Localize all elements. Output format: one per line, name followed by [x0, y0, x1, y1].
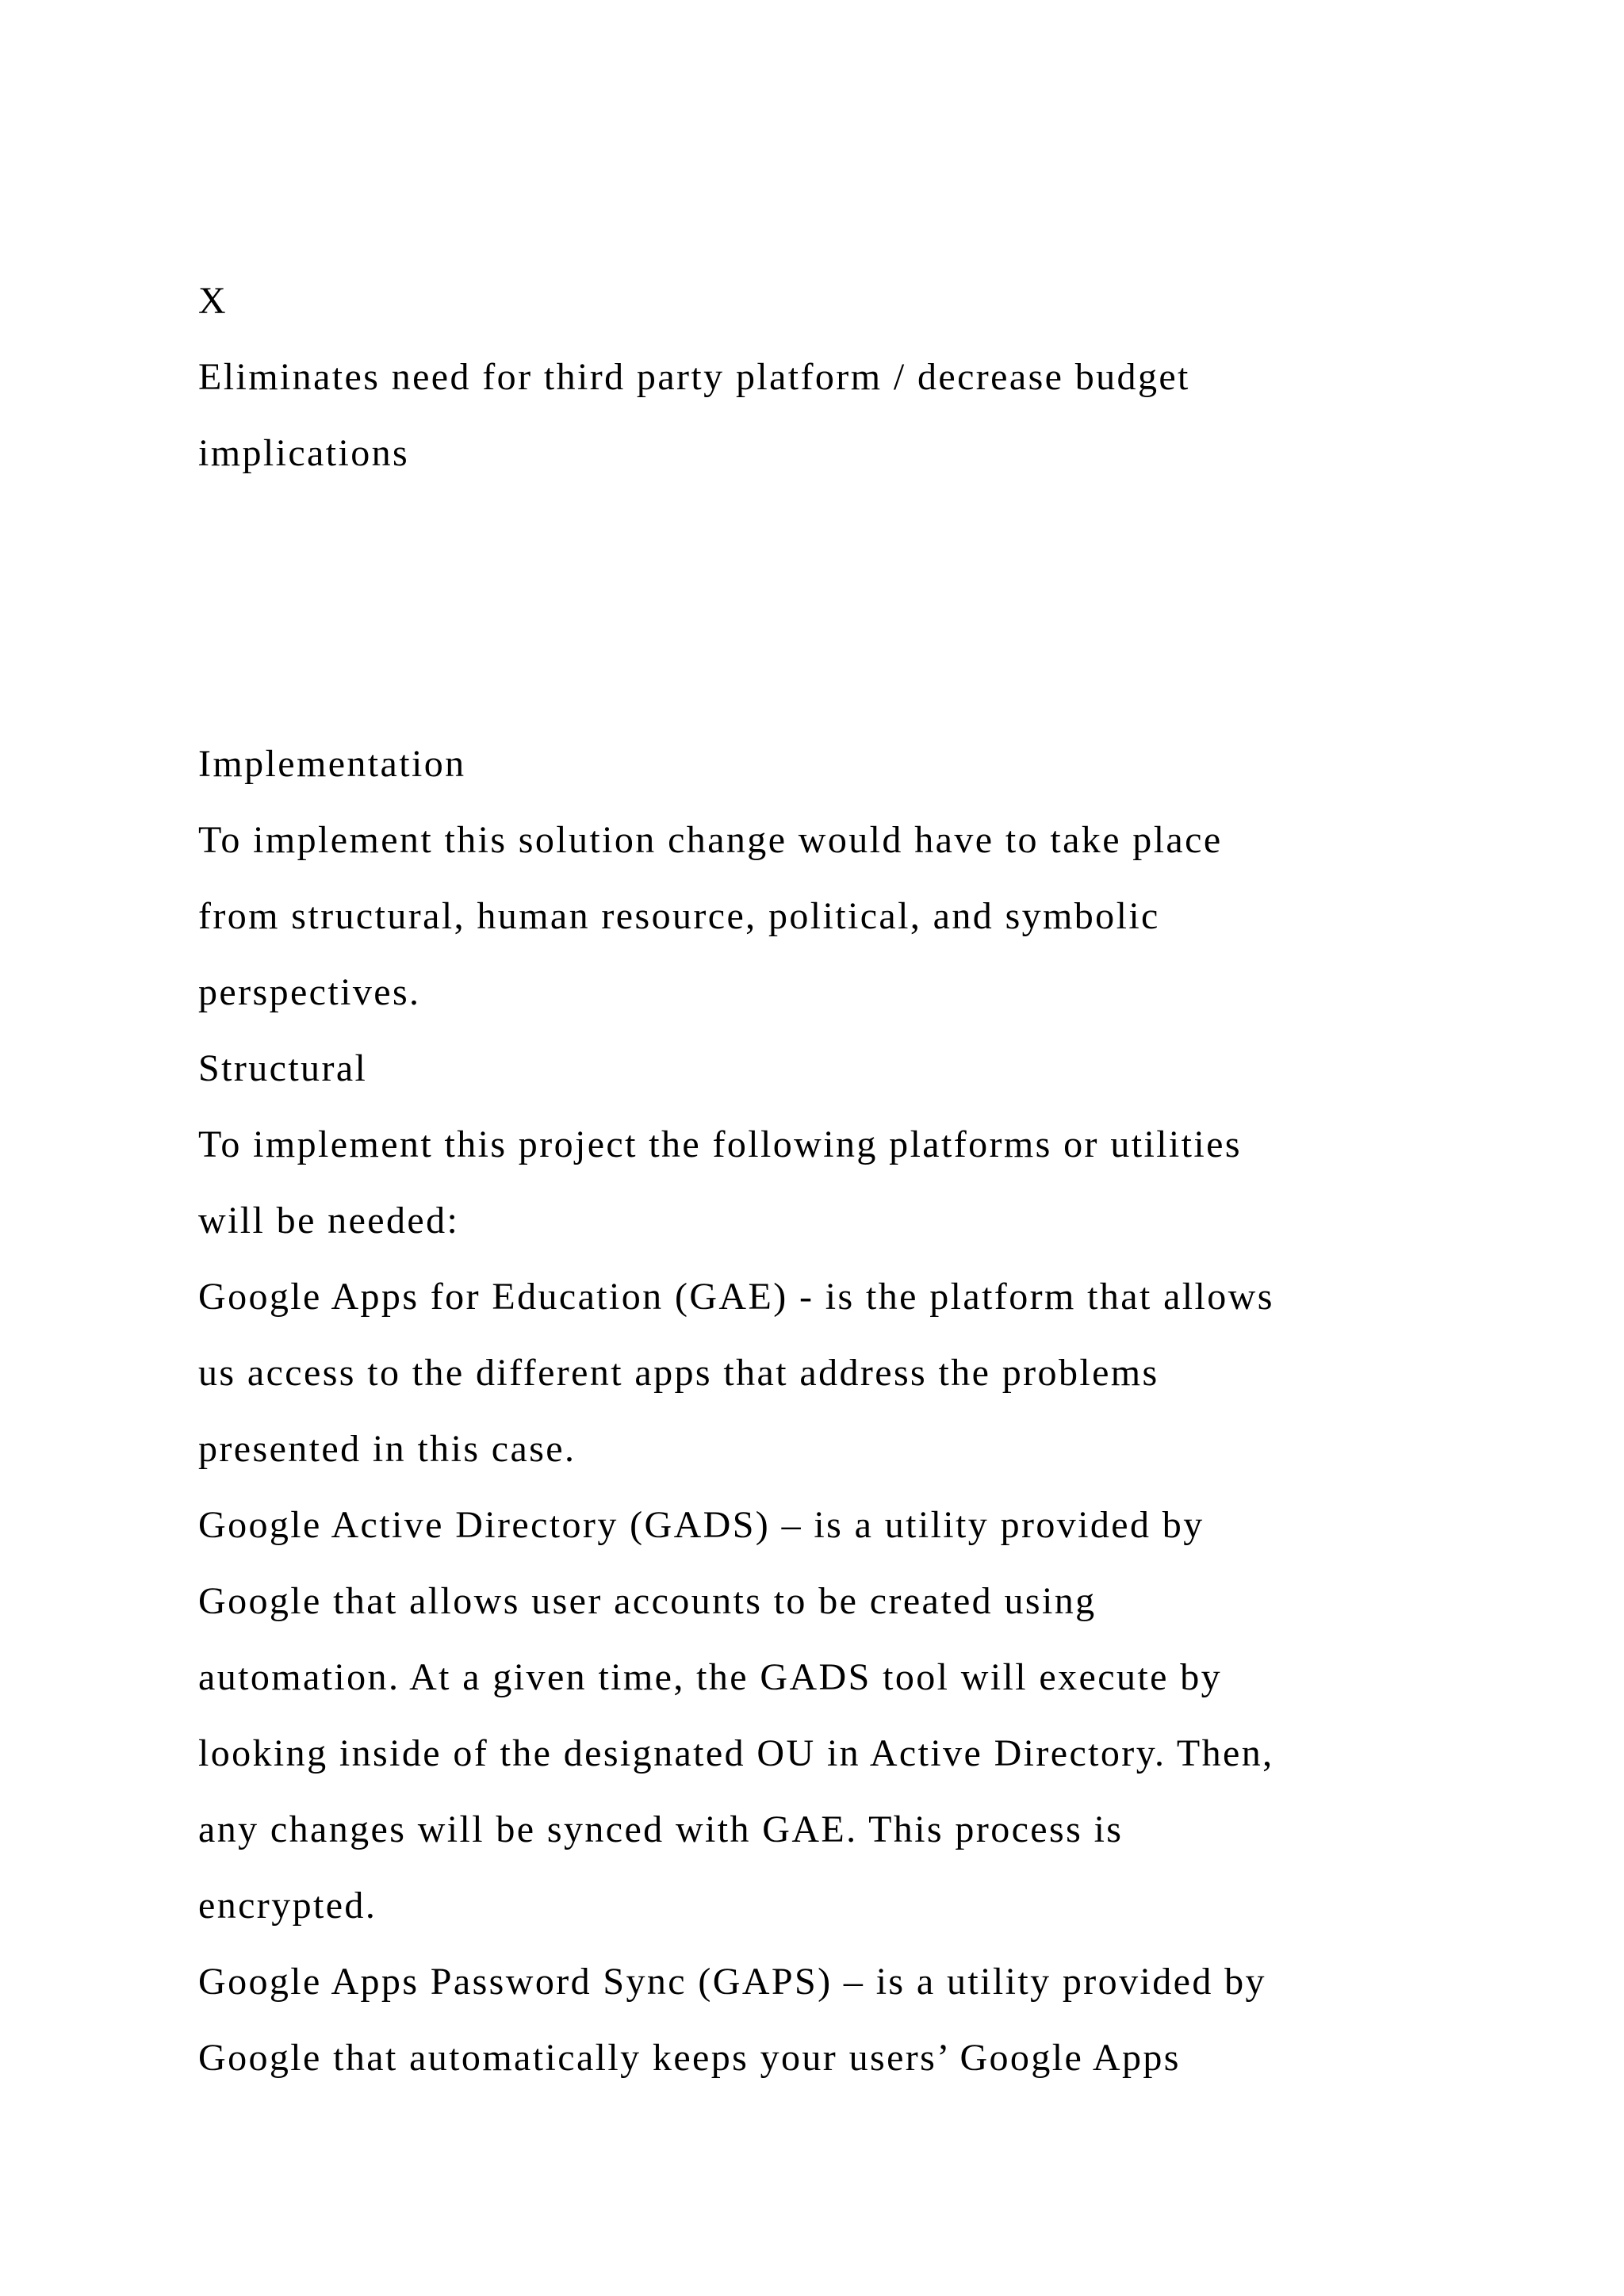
text-line-implications: implications — [198, 432, 410, 474]
section-heading-structural: Structural — [198, 1047, 368, 1089]
text-line: automation. At a given time, the GADS tool will execute by — [198, 1656, 1222, 1698]
text-line: presented in this case. — [198, 1428, 576, 1470]
text-line: To implement this solution change would have to take place — [198, 819, 1223, 861]
text-line: from structural, human resource, political, and symbolic — [198, 895, 1160, 937]
text-line: To implement this project the following platforms or utilities — [198, 1123, 1242, 1165]
text-line: Google that automatically keeps your users’ Google Apps — [198, 2037, 1181, 2079]
text-line-eliminates: Eliminates need for third party platform / decrease budget — [198, 356, 1190, 398]
text-line: encrypted. — [198, 1885, 377, 1927]
text-line: perspectives. — [198, 971, 421, 1013]
text-line: Google that allows user accounts to be created using — [198, 1580, 1097, 1622]
text-line-gads: Google Active Directory (GADS) – is a utility provided by — [198, 1504, 1205, 1546]
text-line: looking inside of the designated OU in Active Directory. Then, — [198, 1732, 1274, 1774]
text-line-x: X — [198, 280, 228, 322]
text-line-gaps: Google Apps Password Sync (GAPS) – is a utility provided by — [198, 1961, 1266, 2003]
text-line: any changes will be synced with GAE. This process is — [198, 1808, 1124, 1850]
text-line: us access to the different apps that address the problems — [198, 1352, 1159, 1394]
section-heading-implementation: Implementation — [198, 743, 466, 785]
text-line-gae: Google Apps for Education (GAE) - is the platform that allows — [198, 1276, 1274, 1318]
text-line: will be needed: — [198, 1200, 460, 1242]
